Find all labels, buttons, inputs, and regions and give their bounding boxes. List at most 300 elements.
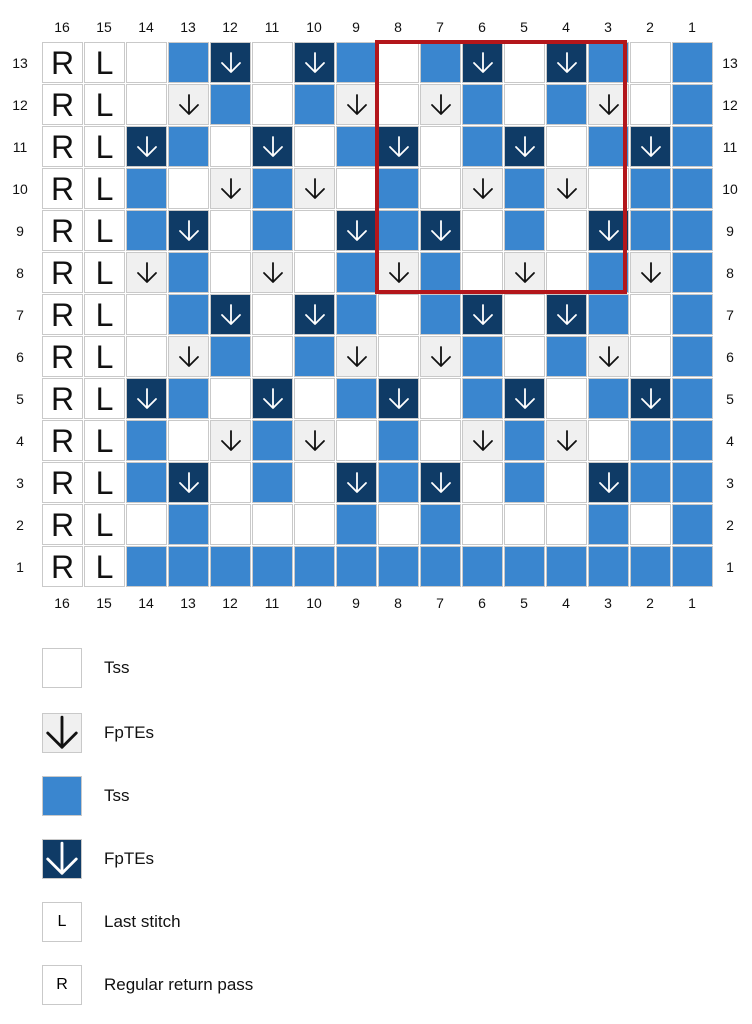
column-number: 3 <box>604 595 612 611</box>
stitch-cell <box>294 378 335 419</box>
stitch-cell <box>168 126 209 167</box>
stitch-cell <box>84 378 125 419</box>
stitch-cell <box>336 126 377 167</box>
stitch-letter: L <box>95 296 114 333</box>
row-number: 12 <box>12 97 28 113</box>
stitch-cell <box>252 210 293 251</box>
stitch-cell <box>84 42 125 83</box>
row-number: 9 <box>16 223 24 239</box>
stitch-cell <box>294 84 335 125</box>
column-number: 3 <box>604 19 612 35</box>
stitch-cell <box>168 84 209 125</box>
stitch-cell <box>336 294 377 335</box>
stitch-cell <box>42 84 83 125</box>
stitch-cell <box>672 378 713 419</box>
stitch-cell <box>168 462 209 503</box>
row-number: 6 <box>726 349 734 365</box>
legend-swatch <box>42 713 82 753</box>
stitch-letter: L <box>95 128 114 165</box>
stitch-cell <box>252 252 293 293</box>
stitch-cell <box>378 420 419 461</box>
stitch-letter: R <box>50 170 75 207</box>
legend-swatch <box>42 839 82 879</box>
stitch-cell <box>42 462 83 503</box>
stitch-cell <box>378 462 419 503</box>
stitch-cell <box>672 546 713 587</box>
row-number: 9 <box>726 223 734 239</box>
stitch-cell <box>672 294 713 335</box>
legend-swatch <box>42 965 82 1005</box>
stitch-cell <box>672 168 713 209</box>
down-arrow-icon <box>387 387 411 411</box>
stitch-cell <box>462 420 503 461</box>
column-number: 13 <box>180 595 196 611</box>
stitch-cell <box>84 336 125 377</box>
stitch-cell <box>126 42 167 83</box>
stitch-cell <box>126 336 167 377</box>
stitch-cell <box>462 462 503 503</box>
stitch-cell <box>336 84 377 125</box>
stitch-cell <box>672 126 713 167</box>
stitch-cell <box>420 294 461 335</box>
down-arrow-icon <box>219 429 243 453</box>
down-arrow-icon <box>219 51 243 75</box>
column-number: 8 <box>394 595 402 611</box>
stitch-letter: R <box>50 380 75 417</box>
down-arrow-icon <box>513 387 537 411</box>
row-number: 7 <box>726 307 734 323</box>
stitch-cell <box>630 294 671 335</box>
stitch-cell <box>168 210 209 251</box>
stitch-cell <box>504 504 545 545</box>
stitch-letter: L <box>95 548 114 585</box>
legend-label: Last stitch <box>104 912 181 931</box>
legend-item <box>42 776 442 816</box>
stitch-cell <box>672 462 713 503</box>
down-arrow-icon <box>345 219 369 243</box>
stitch-letter: R <box>50 464 75 501</box>
stitch-letter: R <box>50 506 75 543</box>
down-arrow-icon <box>261 387 285 411</box>
stitch-cell <box>294 42 335 83</box>
stitch-cell <box>42 42 83 83</box>
stitch-letter: R <box>50 548 75 585</box>
stitch-cell <box>126 126 167 167</box>
stitch-cell <box>294 294 335 335</box>
stitch-cell <box>378 336 419 377</box>
stitch-cell <box>210 210 251 251</box>
stitch-cell <box>294 462 335 503</box>
row-number: 8 <box>16 265 24 281</box>
stitch-cell <box>336 42 377 83</box>
stitch-letter: L <box>95 464 114 501</box>
stitch-cell <box>336 546 377 587</box>
stitch-cell <box>168 252 209 293</box>
stitch-cell <box>42 504 83 545</box>
down-arrow-icon <box>177 93 201 117</box>
row-number: 12 <box>722 97 738 113</box>
column-number: 7 <box>436 595 444 611</box>
stitch-cell <box>84 252 125 293</box>
stitch-cell <box>630 84 671 125</box>
stitch-cell <box>294 420 335 461</box>
stitch-cell <box>252 168 293 209</box>
row-number: 5 <box>726 391 734 407</box>
stitch-cell <box>84 294 125 335</box>
stitch-cell <box>672 420 713 461</box>
stitch-cell <box>210 84 251 125</box>
stitch-cell <box>546 420 587 461</box>
stitch-cell <box>126 462 167 503</box>
stitch-cell <box>672 252 713 293</box>
row-number: 11 <box>722 139 738 155</box>
stitch-cell <box>252 378 293 419</box>
stitch-cell <box>126 168 167 209</box>
down-arrow-icon <box>345 93 369 117</box>
stitch-cell <box>672 504 713 545</box>
stitch-cell <box>378 504 419 545</box>
stitch-cell <box>630 168 671 209</box>
stitch-cell <box>210 336 251 377</box>
stitch-cell <box>588 546 629 587</box>
stitch-cell <box>42 546 83 587</box>
stitch-cell <box>420 462 461 503</box>
stitch-cell <box>294 504 335 545</box>
stitch-cell <box>168 378 209 419</box>
down-arrow-icon <box>345 471 369 495</box>
legend-label: FpTEs <box>104 723 155 742</box>
stitch-cell <box>168 420 209 461</box>
down-arrow-icon <box>219 303 243 327</box>
stitch-cell <box>42 168 83 209</box>
stitch-cell <box>630 126 671 167</box>
down-arrow-icon <box>597 471 621 495</box>
down-arrow-icon <box>597 345 621 369</box>
row-number: 2 <box>16 517 24 533</box>
stitch-cell <box>294 126 335 167</box>
stitch-letter: R <box>50 254 75 291</box>
stitch-letter: L <box>95 380 114 417</box>
stitch-letter: R <box>50 212 75 249</box>
stitch-cell <box>420 336 461 377</box>
stitch-cell <box>420 420 461 461</box>
stitch-letter: R <box>50 296 75 333</box>
stitch-cell <box>42 420 83 461</box>
down-arrow-icon <box>345 345 369 369</box>
down-arrow-icon <box>303 303 327 327</box>
stitch-letter: R <box>50 128 75 165</box>
stitch-cell <box>336 462 377 503</box>
stitch-cell <box>420 546 461 587</box>
stitch-cell <box>672 210 713 251</box>
column-number: 4 <box>562 19 570 35</box>
down-arrow-icon <box>261 135 285 159</box>
stitch-cell <box>210 420 251 461</box>
stitch-cell <box>630 252 671 293</box>
stitch-cell <box>252 126 293 167</box>
stitch-cell <box>42 378 83 419</box>
down-arrow-icon <box>261 261 285 285</box>
column-number: 2 <box>646 19 654 35</box>
column-number: 2 <box>646 595 654 611</box>
stitch-cell <box>462 336 503 377</box>
stitch-cell <box>420 504 461 545</box>
stitch-letter: R <box>50 338 75 375</box>
legend-label: Tss <box>104 786 130 805</box>
legend-item <box>42 902 442 942</box>
down-arrow-icon <box>555 429 579 453</box>
stitch-cell <box>546 462 587 503</box>
legend-label: FpTEs <box>104 849 155 868</box>
stitch-cell <box>42 210 83 251</box>
column-number: 5 <box>520 595 528 611</box>
stitch-cell <box>588 336 629 377</box>
legend-item <box>42 965 442 1005</box>
column-number: 9 <box>352 19 360 35</box>
stitch-cell <box>504 420 545 461</box>
stitch-cell <box>126 294 167 335</box>
down-arrow-icon <box>555 303 579 327</box>
down-arrow-icon <box>429 471 453 495</box>
stitch-cell <box>546 504 587 545</box>
stitch-cell <box>294 210 335 251</box>
stitch-letter: R <box>50 44 75 81</box>
stitch-cell <box>588 378 629 419</box>
stitch-cell <box>546 546 587 587</box>
stitch-cell <box>378 294 419 335</box>
stitch-cell <box>210 42 251 83</box>
stitch-cell <box>336 504 377 545</box>
down-arrow-icon <box>639 135 663 159</box>
column-number: 15 <box>96 19 112 35</box>
stitch-cell <box>210 504 251 545</box>
row-number: 3 <box>16 475 24 491</box>
stitch-cell <box>672 84 713 125</box>
column-number: 5 <box>520 19 528 35</box>
stitch-letter: L <box>95 422 114 459</box>
stitch-cell <box>252 462 293 503</box>
column-number: 7 <box>436 19 444 35</box>
stitch-cell <box>84 126 125 167</box>
stitch-cell <box>588 462 629 503</box>
stitch-cell <box>252 84 293 125</box>
stitch-cell <box>504 336 545 377</box>
stitch-letter: L <box>95 254 114 291</box>
stitch-cell <box>84 462 125 503</box>
legend-item <box>42 648 442 688</box>
stitch-letter: L <box>57 913 67 930</box>
stitch-cell <box>84 210 125 251</box>
row-number: 11 <box>12 139 28 155</box>
legend-item <box>42 713 442 753</box>
stitch-cell <box>336 336 377 377</box>
stitch-cell <box>630 420 671 461</box>
stitch-cell <box>126 504 167 545</box>
stitch-letter: R <box>50 422 75 459</box>
stitch-letter: L <box>95 170 114 207</box>
stitch-cell <box>336 378 377 419</box>
column-number: 6 <box>478 19 486 35</box>
stitch-cell <box>336 168 377 209</box>
column-number: 12 <box>222 595 238 611</box>
down-arrow-icon <box>43 840 81 878</box>
stitch-cell <box>210 546 251 587</box>
stitch-cell <box>294 336 335 377</box>
row-number: 5 <box>16 391 24 407</box>
stitch-cell <box>546 378 587 419</box>
column-number: 11 <box>264 595 280 611</box>
stitch-cell <box>336 210 377 251</box>
stitch-cell <box>126 252 167 293</box>
stitch-cell <box>336 252 377 293</box>
stitch-cell <box>672 336 713 377</box>
stitch-cell <box>126 378 167 419</box>
stitch-cell <box>126 546 167 587</box>
stitch-cell <box>462 504 503 545</box>
stitch-cell <box>378 546 419 587</box>
legend-swatch <box>42 776 82 816</box>
stitch-cell <box>546 294 587 335</box>
stitch-cell <box>588 420 629 461</box>
stitch-cell <box>252 504 293 545</box>
pattern-repeat-outline <box>375 40 627 294</box>
stitch-cell <box>126 210 167 251</box>
stitch-cell <box>420 378 461 419</box>
stitch-cell <box>672 42 713 83</box>
stitch-cell <box>168 336 209 377</box>
stitch-cell <box>210 462 251 503</box>
down-arrow-icon <box>135 135 159 159</box>
stitch-letter: R <box>56 976 68 993</box>
column-number: 12 <box>222 19 238 35</box>
stitch-cell <box>210 378 251 419</box>
stitch-cell <box>588 504 629 545</box>
legend-swatch <box>42 902 82 942</box>
row-number: 4 <box>16 433 24 449</box>
column-number: 14 <box>138 595 154 611</box>
column-number: 10 <box>306 19 322 35</box>
down-arrow-icon <box>303 429 327 453</box>
stitch-cell <box>336 420 377 461</box>
stitch-letter: L <box>95 338 114 375</box>
row-number: 13 <box>722 55 738 71</box>
stitch-cell <box>462 294 503 335</box>
stitch-letter: R <box>50 86 75 123</box>
row-number: 3 <box>726 475 734 491</box>
down-arrow-icon <box>471 429 495 453</box>
down-arrow-icon <box>177 345 201 369</box>
down-arrow-icon <box>135 261 159 285</box>
stitch-cell <box>84 84 125 125</box>
down-arrow-icon <box>177 471 201 495</box>
down-arrow-icon <box>639 387 663 411</box>
row-number: 1 <box>726 559 734 575</box>
column-number: 16 <box>54 19 70 35</box>
stitch-cell <box>252 336 293 377</box>
stitch-cell <box>504 462 545 503</box>
stitch-cell <box>630 210 671 251</box>
down-arrow-icon <box>43 714 81 752</box>
stitch-letter: L <box>95 506 114 543</box>
column-number: 9 <box>352 595 360 611</box>
row-number: 7 <box>16 307 24 323</box>
stitch-cell <box>168 294 209 335</box>
stitch-cell <box>210 294 251 335</box>
legend-swatch <box>42 648 82 688</box>
stitch-cell <box>630 336 671 377</box>
row-number: 10 <box>12 181 28 197</box>
column-number: 1 <box>688 595 696 611</box>
down-arrow-icon <box>303 51 327 75</box>
stitch-cell <box>210 252 251 293</box>
row-number: 6 <box>16 349 24 365</box>
stitch-cell <box>42 126 83 167</box>
stitch-cell <box>504 294 545 335</box>
stitch-cell <box>546 336 587 377</box>
legend-label: Regular return pass <box>104 975 254 994</box>
stitch-letter: L <box>95 86 114 123</box>
legend-item <box>42 839 442 879</box>
column-number: 13 <box>180 19 196 35</box>
stitch-cell <box>630 378 671 419</box>
row-number: 1 <box>16 559 24 575</box>
down-arrow-icon <box>135 387 159 411</box>
stitch-cell <box>378 378 419 419</box>
stitch-cell <box>210 126 251 167</box>
down-arrow-icon <box>219 177 243 201</box>
stitch-cell <box>630 504 671 545</box>
stitch-cell <box>630 546 671 587</box>
stitch-cell <box>504 378 545 419</box>
stitch-cell <box>462 378 503 419</box>
down-arrow-icon <box>303 177 327 201</box>
column-number: 8 <box>394 19 402 35</box>
row-number: 13 <box>12 55 28 71</box>
legend-label: Tss <box>104 658 130 677</box>
stitch-cell <box>294 168 335 209</box>
row-number: 2 <box>726 517 734 533</box>
stitch-cell <box>294 546 335 587</box>
column-number: 4 <box>562 595 570 611</box>
stitch-cell <box>252 294 293 335</box>
stitch-cell <box>588 294 629 335</box>
down-arrow-icon <box>639 261 663 285</box>
stitch-cell <box>42 252 83 293</box>
stitch-letter: L <box>95 44 114 81</box>
stitch-cell <box>168 168 209 209</box>
stitch-cell <box>630 42 671 83</box>
column-number: 10 <box>306 595 322 611</box>
stitch-cell <box>42 294 83 335</box>
stitch-cell <box>210 168 251 209</box>
down-arrow-icon <box>177 219 201 243</box>
stitch-cell <box>252 42 293 83</box>
column-number: 6 <box>478 595 486 611</box>
stitch-cell <box>42 336 83 377</box>
stitch-cell <box>126 84 167 125</box>
down-arrow-icon <box>471 303 495 327</box>
stitch-cell <box>126 420 167 461</box>
stitch-cell <box>168 42 209 83</box>
stitch-cell <box>84 420 125 461</box>
stitch-cell <box>84 504 125 545</box>
column-number: 14 <box>138 19 154 35</box>
stitch-cell <box>504 546 545 587</box>
stitch-cell <box>252 420 293 461</box>
down-arrow-icon <box>429 345 453 369</box>
row-number: 4 <box>726 433 734 449</box>
column-number: 15 <box>96 595 112 611</box>
